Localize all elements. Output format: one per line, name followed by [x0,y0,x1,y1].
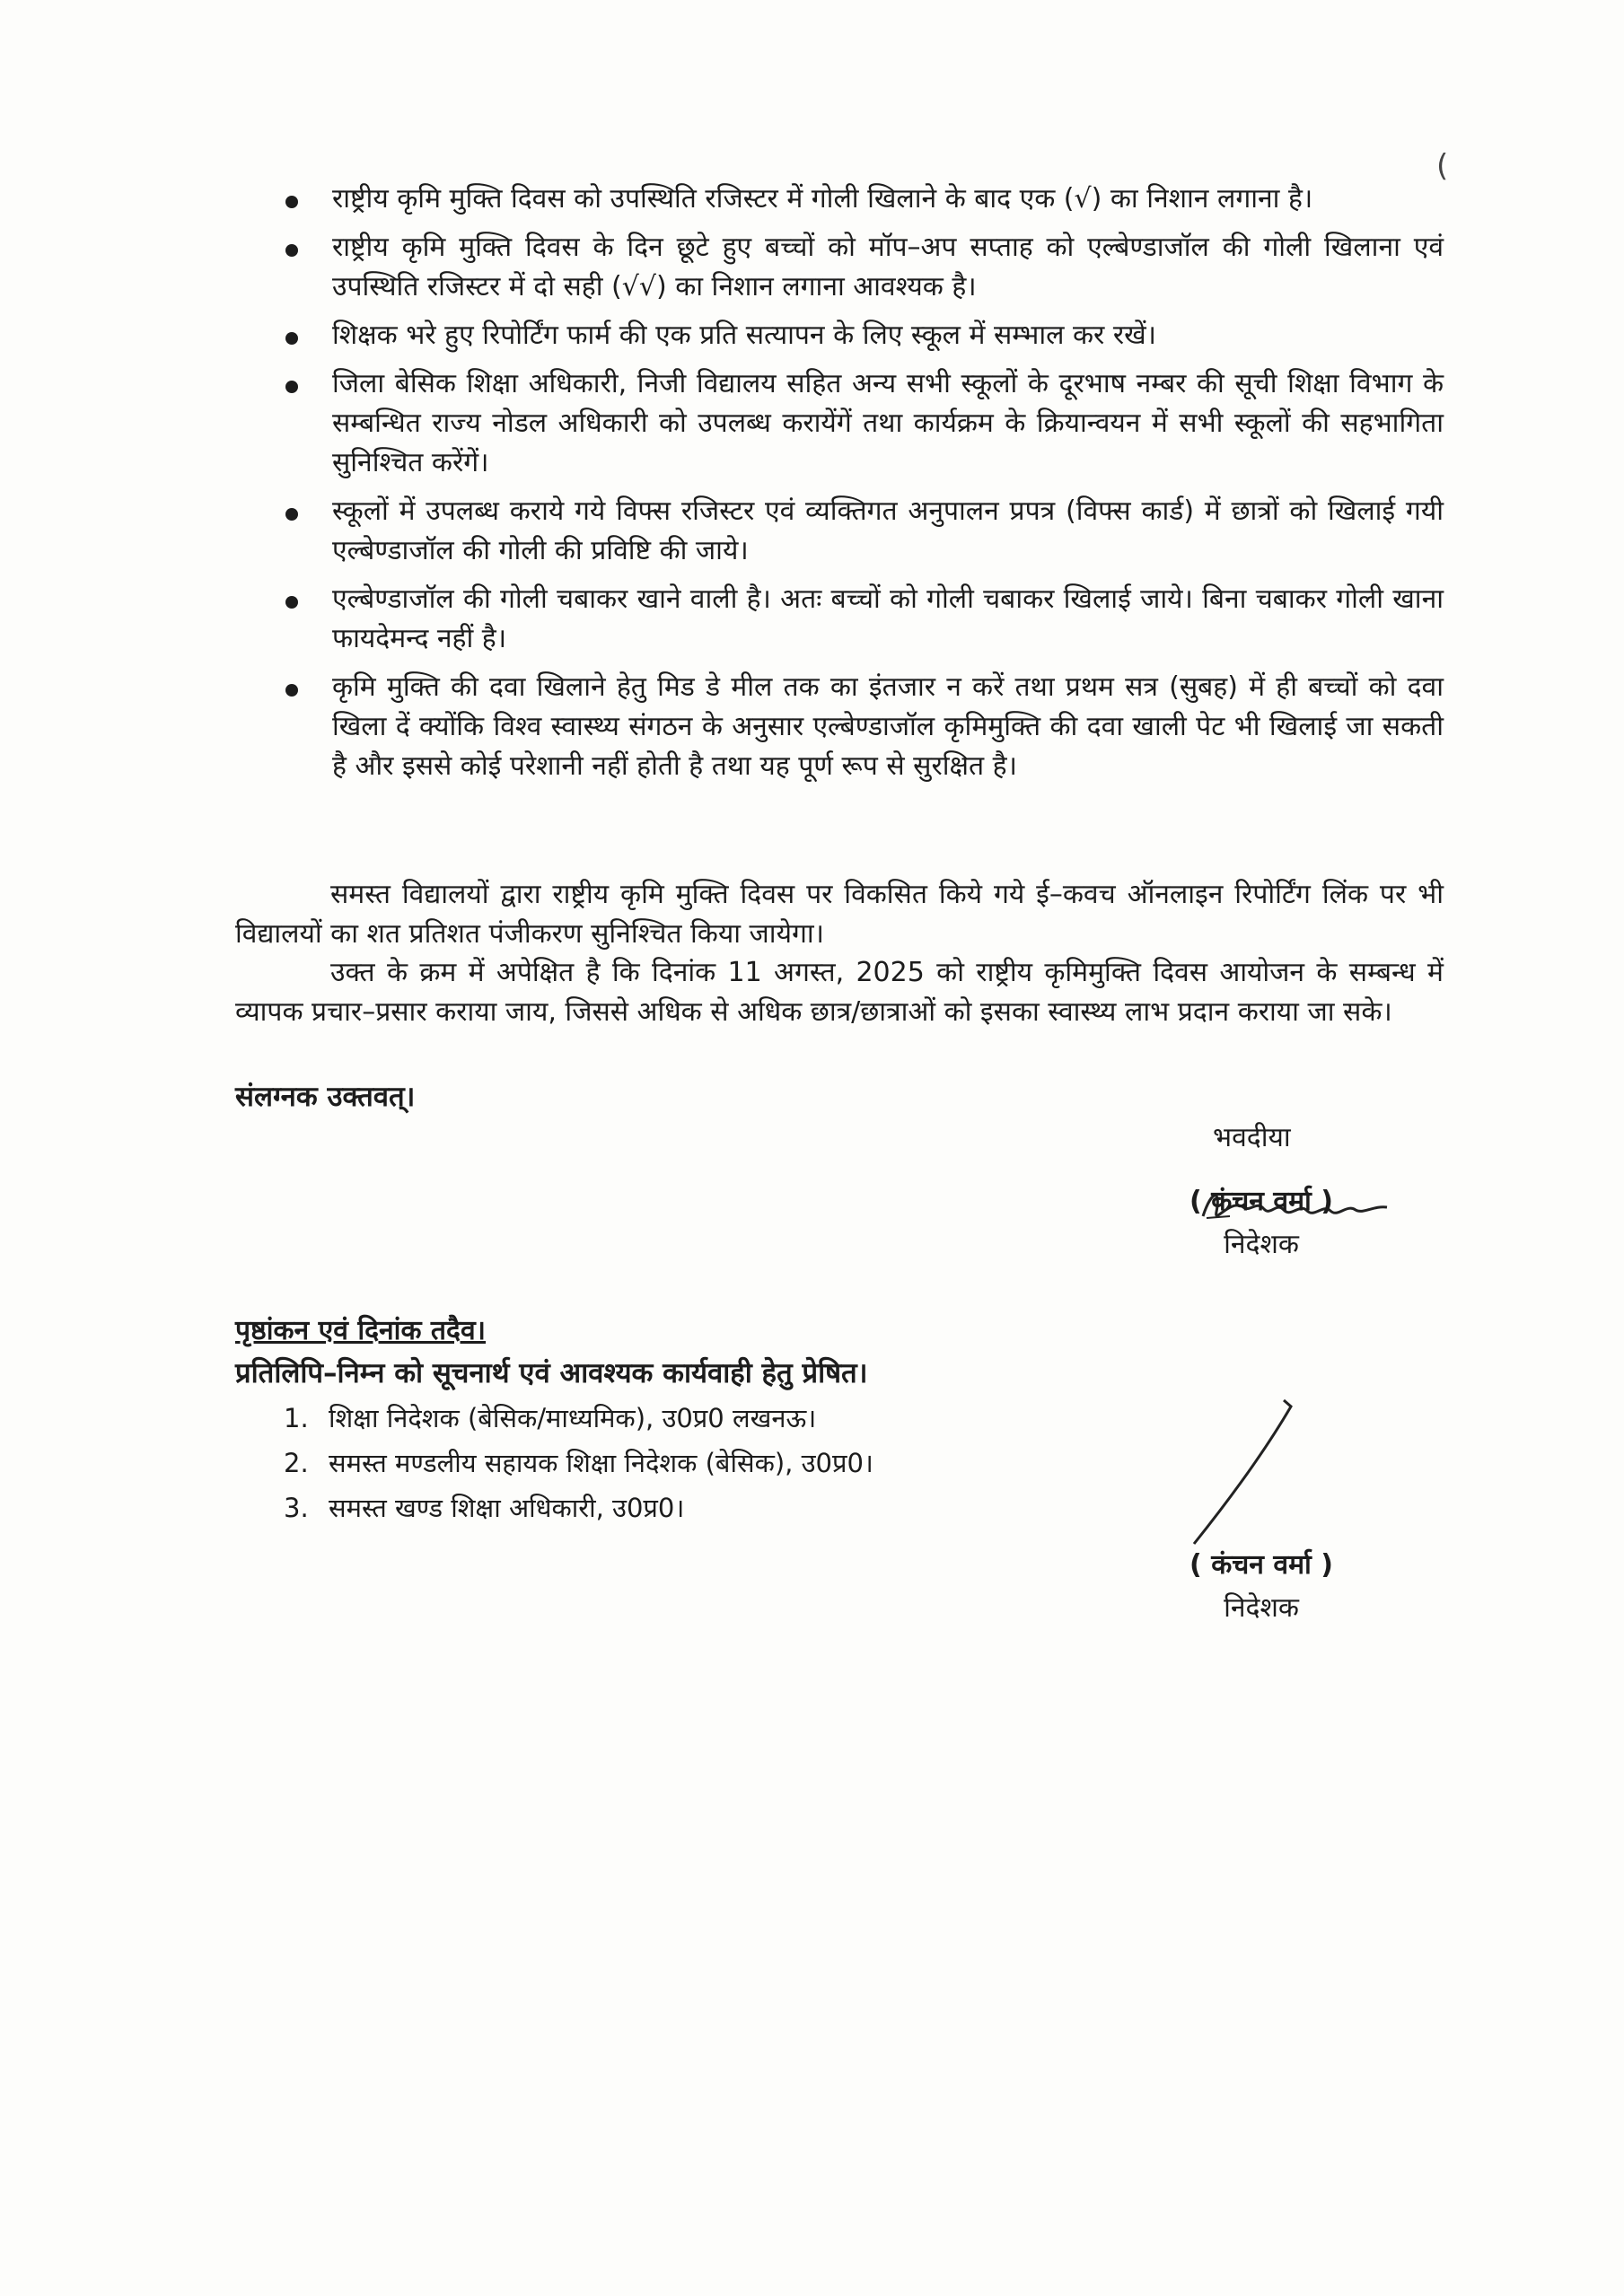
bullet-icon [285,196,298,208]
list-item: 2. समस्त मण्डलीय सहायक शिक्षा निदेशक (बेसिक), उ0प्र0। [284,1448,873,1478]
list-item: 3. समस्त खण्ड शिक्षा अधिकारी, उ0प्र0। [284,1493,685,1523]
registration-paragraph: समस्त विद्यालयों द्वारा राष्ट्रीय कृमि मुक्ति दिवस पर विकसित किये गये ई–कवच ऑनलाइन रिपोर्टिंग लिंक पर भी विद्यालयों का शत प्रतिशत पंजीकरण सुनिश्चित किया जायेगा। [235,879,1444,950]
list-item: कृमि मुक्ति की दवा खिलाने हेतु मिड डे मील तक का इंतजार न करें तथा प्रथम सत्र (सुबह) में ही बच्चों को दवा खिला दें क्योंकि विश्व स्वास्थ्य संगठन के अनुसार एल्बेण्डाजॉल कृमिमुक्ति की दवा खाली पेट भी खिलाई जा सकती है और इससे कोई परेशानी नहीं होती है तथा यह पूर्ण रूप से सुरक्षित है। [285,668,1444,786]
bullet-icon [285,508,298,521]
enclosure-note: संलग्नक उक्तवत्। [235,1081,416,1113]
bullet-icon [285,244,298,257]
copy-to-list [284,1396,873,1530]
list-item: शिक्षक भरे हुए रिपोर्टिंग फार्म की एक प्रति सत्यापन के लिए स्कूल में सम्भाल कर रखें। [285,316,1444,355]
signatory-designation: निदेशक [1224,1592,1299,1624]
signatory-name: ( कंचन वर्मा ) [1189,1186,1333,1217]
list-item: एल्बेण्डाजॉल की गोली चबाकर खाने वाली है। अतः बच्चों को गोली चबाकर खिलाई जाये। बिना चबाकर गोली खाना फायदेमन्द नहीं है। [285,580,1444,659]
bullet-icon [285,381,298,393]
publicity-paragraph: उक्त के क्रम में अपेक्षित है कि दिनांक 11 अगस्त, 2025 को राष्ट्रीय कृमिमुक्ति दिवस आयोजन के सम्बन्ध में व्यापक प्रचार–प्रसार कराया जाय, जिससे अधिक से अधिक छात्र/छात्राओं को इसका स्वास्थ्य लाभ प्रदान कराया जा सके। [235,957,1444,1028]
list-item: 1. शिक्षा निदेशक (बेसिक/माध्यमिक), उ0प्र0 लखनऊ। [284,1403,817,1433]
copy-to-heading: प्रतिलिपि–निम्न को सूचनार्थ एवं आवश्यक कार्यवाही हेतु प्रेषित। [235,1357,868,1389]
signature-stroke-image [1176,1396,1302,1548]
bullet-icon [285,332,298,345]
signature-block-2 [1158,1544,1365,1630]
endorsement-heading: पृष्ठांकन एवं दिनांक तदैव। [235,1315,487,1346]
signatory-designation: निदेशक [1224,1229,1299,1260]
bullet-icon [285,684,298,697]
closing-salutation: भवदीया [1213,1122,1291,1153]
signature-block [1158,1180,1365,1266]
list-item: राष्ट्रीय कृमि मुक्ति दिवस के दिन छूटे हुए बच्चों को मॉप–अप सप्ताह को एल्बेण्डाजॉल की गोली खिलाना एवं उपस्थिति रजिस्टर में दो सही (√√) का निशान लगाना आवश्यक है। [285,228,1444,307]
margin-parenthesis: ( [1436,148,1449,184]
signatory-name: ( कंचन वर्मा ) [1189,1549,1333,1581]
instruction-list [285,180,1444,795]
list-item: राष्ट्रीय कृमि मुक्ति दिवस को उपस्थिति रजिस्टर में गोली खिलाने के बाद एक (√) का निशान लगाना है। [285,180,1444,219]
list-item: जिला बेसिक शिक्षा अधिकारी, निजी विद्यालय सहित अन्य सभी स्कूलों के दूरभाष नम्बर की सूची शिक्षा विभाग के सम्बन्धित राज्य नोडल अधिकारी को उपलब्ध करायेंगें तथा कार्यक्रम के क्रियान्वयन में सभी स्कूलों की सहभागिता सुनिश्चित करेंगें। [285,364,1444,483]
list-item: स्कूलों में उपलब्ध कराये गये विफ्स रजिस्टर एवं व्यक्तिगत अनुपालन प्रपत्र (विफ्स कार्ड) में छात्रों को खिलाई गयी एल्बेण्डाजॉल की गोली की प्रविष्टि की जाये। [285,492,1444,571]
bullet-icon [285,596,298,609]
